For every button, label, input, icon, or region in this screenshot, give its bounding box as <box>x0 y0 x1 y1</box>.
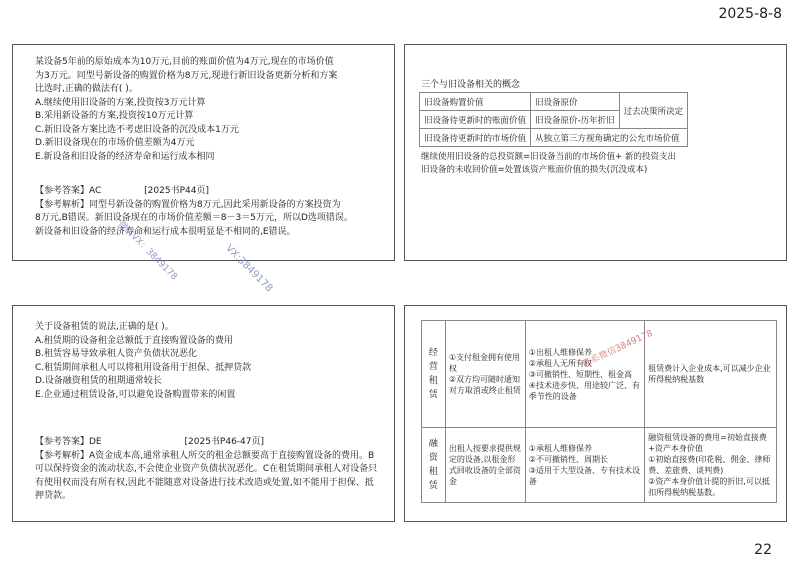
concept-definition: 旧设备原价 <box>531 93 620 111</box>
slide-equipment-leasing-question <box>12 305 395 522</box>
lease-comparison-table <box>421 320 777 503</box>
concept-name: 旧设备购置价值 <box>420 93 531 111</box>
answer-source: [2025书P44页] <box>144 186 209 196</box>
option-d: D.设备融资租赁的租期通常较长 <box>35 376 162 386</box>
slide-title: 三个与旧设备相关的概念 <box>421 80 521 90</box>
slide-equipment-replacement-question <box>12 44 395 295</box>
answer-line <box>35 436 382 450</box>
answer-block <box>35 436 382 504</box>
lease-characteristics: ①承租人维修保养 ②不可撤销性、周期长 ③适用于大型设备、专有技术设备 <box>525 428 644 503</box>
answer-block <box>35 185 382 239</box>
row-header-operating-lease: 经 营 租 赁 <box>422 321 446 428</box>
lease-characteristics: ①出租人维修保养 ②承租人无所有权 ③可撤销性、短期性、租金高 ④技术进步快、用途较广泛、有季节性的设备 <box>525 321 644 428</box>
concept-name: 旧设备待更新时的市场价值 <box>420 129 531 147</box>
concept-name: 旧设备待更新时的账面价值 <box>420 111 531 129</box>
option-c: C.新旧设备方案比选不考虑旧设备的沉没成本1万元 <box>35 124 239 135</box>
table-row <box>422 321 777 428</box>
answer-line <box>35 185 382 199</box>
lease-cost-treatment: 租赁费计入企业成本,可以减少企业所得税纳税基数 <box>645 321 777 428</box>
watermark-text: 微信VX：3849178 <box>115 219 180 283</box>
note-line: 继续使用旧设备的总投资额=旧设备当前的市场价值+ 新的投资支出 <box>421 152 676 162</box>
option-c: C.租赁期间承租人可以将租用设备用于担保、抵押贷款 <box>35 362 252 373</box>
concept-table <box>419 92 688 147</box>
question-line: 为3万元。同型号新设备的购置价格为8万元,现进行新旧设备更新分析和方案 <box>35 70 338 81</box>
header-date: 2025-8-8 <box>718 6 782 22</box>
answer-label: 【参考答案】DE <box>35 437 102 447</box>
option-e: E.企业通过租赁设备,可以避免设备购置带来的闲置 <box>35 389 236 400</box>
analysis-line: 8万元,B错误。新旧设备现在的市场价值差额＝8－3＝5万元，所以D选项错误。 <box>35 213 353 223</box>
decision-note: 过去决策所决定 <box>619 93 688 129</box>
analysis-line: 新设备和旧设备的经济寿命和运行成本很明显是不相同的,E错误。 <box>35 226 296 237</box>
question-line: 某设备5年前的原始成本为10万元,目前的账面价值为4万元,现在的市场价值 <box>35 57 334 67</box>
slide-old-equipment-concepts <box>404 44 787 261</box>
option-d: D.新旧设备现在的市场价值差额为4万元 <box>35 138 195 148</box>
answer-source: [2025书P46-47页] <box>184 437 265 447</box>
note-line: 旧设备的未收回价值=处置该资产账面价值的损失(沉没成本) <box>421 165 648 175</box>
table-row <box>420 93 688 111</box>
question-block <box>35 56 382 164</box>
analysis-text: 【参考解析】A资金成本高,通常承租人所交的租金总额要高于直接购置设备的费用。B可以保持资金的流动状态,不会使企业资产负债状况恶化。C在租赁期间承租人对设备只有使用权而没有所有权,因此不能随意对设备进行技术改造或处置,如不能用于担保、抵押贷款。 <box>35 450 378 501</box>
question-line: 关于设备租赁的说法,正确的是( )。 <box>35 322 174 332</box>
lease-cost-treatment: 融资租赁设备的费用=初始直接费+资产本身价值 ①初始直接费(印花税、佣金、律师费、差旅费、谈判费) ②资产本身价值计提的折旧,可以抵扣所得税纳税基数。 <box>645 428 777 503</box>
question-line: 比选时,正确的做法有( )。 <box>35 84 138 94</box>
option-a: A.继续使用旧设备的方案,投资按3万元计算 <box>35 97 206 108</box>
analysis-line: 【参考解析】同型号新设备的购置价格为8万元,因此采用新设备的方案投资为 <box>35 199 341 210</box>
table-row <box>420 129 688 147</box>
page-number: 22 <box>754 542 772 558</box>
concept-definition: 旧设备原价-历年折旧 <box>531 111 620 129</box>
option-e: E.新设备和旧设备的经济寿命和运行成本相同 <box>35 151 215 162</box>
option-b: B.采用新设备的方案,投资按10万元计算 <box>35 111 194 121</box>
lease-feature: ①支付租金拥有使用权 ②双方均可随时通知对方取消或终止租赁 <box>445 321 525 428</box>
lease-feature: 出租人按要求提供规定的设备,以租金形式回收设备的全部资金 <box>445 428 525 503</box>
watermark-text: 联系微信3849178 <box>581 328 655 370</box>
question-block <box>35 321 382 402</box>
concept-definition: 从独立第三方视角确定的公允市场价值 <box>531 129 688 147</box>
option-a: A.租赁期的设备租金总额低于直接购置设备的费用 <box>35 335 233 346</box>
notes-block <box>421 151 676 177</box>
slide-leasing-comparison <box>404 305 787 522</box>
row-header-financing-lease: 融 资 租 赁 <box>422 428 446 503</box>
watermark-text: VX:3849178 <box>223 243 275 295</box>
option-b: B.租赁容易导致承租人资产负债状况恶化 <box>35 349 198 359</box>
table-row <box>422 428 777 503</box>
answer-label: 【参考答案】AC <box>35 186 102 196</box>
